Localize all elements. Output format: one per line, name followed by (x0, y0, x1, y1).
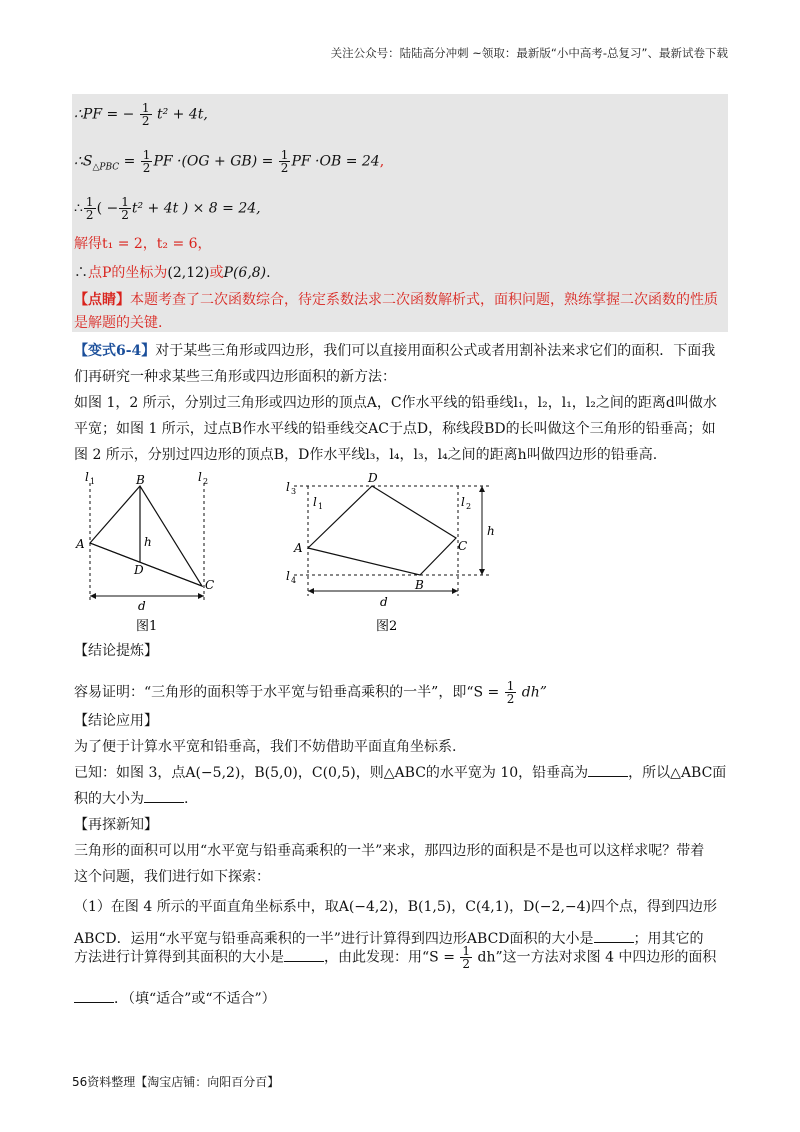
section-application: 【结论应用】 为了便于计算水平宽和铅垂高，我们不妨借助平面直角坐标系. 已知：如图 3，点A(−5,2)，B(5,0)，C(0,5)，则△ABC的水平宽为 10，铅垂高为 ，所以△ABC面 积的大小为 . 【再探新知】 三角形的面积可以用“水平宽与铅垂高乘积的一半”来求，那四边形的面积是不是也可以这样求呢？带着 这个问题，我们进行如下探索： （1）在图 4 所示的平面直角坐标系中，取A(−4,2)，B(1,5)，C(4,1)，D(−2,−4)四个点，得到四边形 ABCD．运用“水平宽与铅垂高乘积的一半”进行计算得到四边形ABCD面积的大小是 ；用其它的 (74, 708, 730, 952)
fraction: $\frac{1}{2}$ (121, 195, 129, 222)
label-b: B (415, 578, 424, 592)
answer-blank[interactable] (144, 788, 184, 803)
answer-blank[interactable] (284, 947, 324, 962)
fraction: $\frac{1}{2}$ (462, 944, 471, 971)
arrowhead-right (198, 593, 204, 599)
figure-1-caption: 图1 (136, 619, 158, 634)
solution-line-4: 解得t₁ = 2，t₂ = 6， (74, 236, 212, 252)
label-d: D (134, 563, 144, 577)
arrowhead-left (308, 588, 314, 594)
arrowhead-top (479, 486, 485, 492)
label-l4: l (286, 569, 290, 583)
label-l1-sub: 1 (90, 477, 96, 486)
fraction: $\frac{1}{2}$ (85, 195, 94, 222)
solution-line-3: ∴ $\frac{1}{2}$ ( − $\frac{1}{2}$ t² + 4t ) × 8 = 24, (74, 195, 261, 222)
segment-ac (90, 543, 202, 586)
label-l1-sub: 1 (318, 502, 324, 511)
section-title: 【结论应用】 (74, 713, 158, 729)
label-l2: l (461, 495, 465, 509)
figure-2-caption: 图2 (376, 619, 398, 634)
solution-line-5: ∴点P的坐标为(2,12)或P(6,8). (74, 265, 271, 281)
label-a: A (294, 541, 303, 555)
label-h: h (487, 524, 495, 538)
label-l2-sub: 2 (466, 502, 472, 511)
label-l3-sub: 3 (291, 487, 297, 496)
page-footer: 56资料整理【淘宝店铺：向阳百分百】 (72, 1075, 280, 1089)
fill-line: ．（填“适合”或“不适合”） (74, 988, 276, 1009)
label-h: h (144, 535, 152, 549)
label-d-width: d (380, 595, 388, 609)
figure-2 (280, 468, 510, 638)
answer-blank[interactable] (594, 928, 634, 943)
comment-line-2: 是解题的关键. (74, 315, 163, 331)
answer-blank[interactable] (588, 762, 628, 777)
label-l2-sub: 2 (203, 477, 209, 486)
label-l1: l (313, 495, 317, 509)
label-l3: l (286, 480, 290, 494)
problem-paragraph: 【变式6-4】对于某些三角形或四边形，我们可以直接用面积公式或者用割补法来求它们的面积．下面我 们再研究一种求某些三角形或四边形面积的新方法： 如图 1，2 所示，分别过三角形或四边形的顶点A，C作水平线的铅垂线l₁，l₂，l₁，l₂之间的距离d叫做水 平宽；如图 1 所示，过点B作水平线的铅垂线交AC于点D，称线段BD的长叫做这个三角形的铅垂高；如 图 2 所示，分别过四边形的顶点B，D作水平线l₃，l₄，l₃，l₄之间的距离h叫做四边形的铅垂高. (74, 343, 717, 463)
fraction: $\frac{1}{2}$ (142, 148, 151, 175)
figure-1 (72, 468, 232, 638)
label-c: C (458, 539, 468, 553)
page-header: 关注公众号：陆陆高分冲刺 ~领取：最新版“小中高考-总复习”、最新试卷下载 (330, 46, 728, 60)
label-a: A (76, 537, 85, 551)
fraction: $\frac{1}{2}$ (141, 101, 150, 128)
label-d-width: d (138, 599, 146, 613)
comment-line-1: 【点睛】本题考查了二次函数综合，待定系数法求二次函数解析式，面积问题，熟练掌握二次函数的性质 (74, 292, 718, 308)
section-conclusion (74, 638, 730, 664)
conclusion-formula-line: 容易证明：“三角形的面积等于水平宽与铅垂高乘积的一半”，即“S = $\frac{1}{2}$ dh” (74, 679, 547, 706)
arrowhead-right (452, 588, 458, 594)
answer-blank[interactable] (74, 988, 114, 1003)
section-title: 【结论提炼】 (74, 643, 158, 659)
quadrilateral-abcd (308, 486, 456, 575)
label-b: B (136, 473, 145, 487)
label-d: D (368, 471, 378, 485)
label-l4-sub: 4 (291, 576, 297, 585)
arrowhead-left (90, 593, 96, 599)
label-l2: l (198, 470, 202, 484)
arrowhead-bottom (479, 569, 485, 575)
problem-tag: 【变式6-4】 (74, 343, 156, 359)
fraction: $\frac{1}{2}$ (506, 679, 515, 706)
section-title: 【再探新知】 (74, 817, 158, 833)
fraction: $\frac{1}{2}$ (280, 148, 289, 175)
solution-line-1: ∴PF = − $\frac{1}{2}$ t² + 4t, (74, 101, 208, 128)
discovery-line: 方法进行计算得到其面积的大小是 ，由此发现：用“S = $\frac{1}{2}$ dh”这一方法对求图 4 中四边形的面积 (74, 944, 717, 971)
label-c: C (205, 578, 215, 592)
label-l1: l (85, 470, 89, 484)
solution-line-2: $\therefore S_{\triangle PBC}$ = $\frac{1}{2}$ PF ·(OG + GB) = $\frac{1}{2}$ PF ·OB = 24, (74, 148, 385, 175)
